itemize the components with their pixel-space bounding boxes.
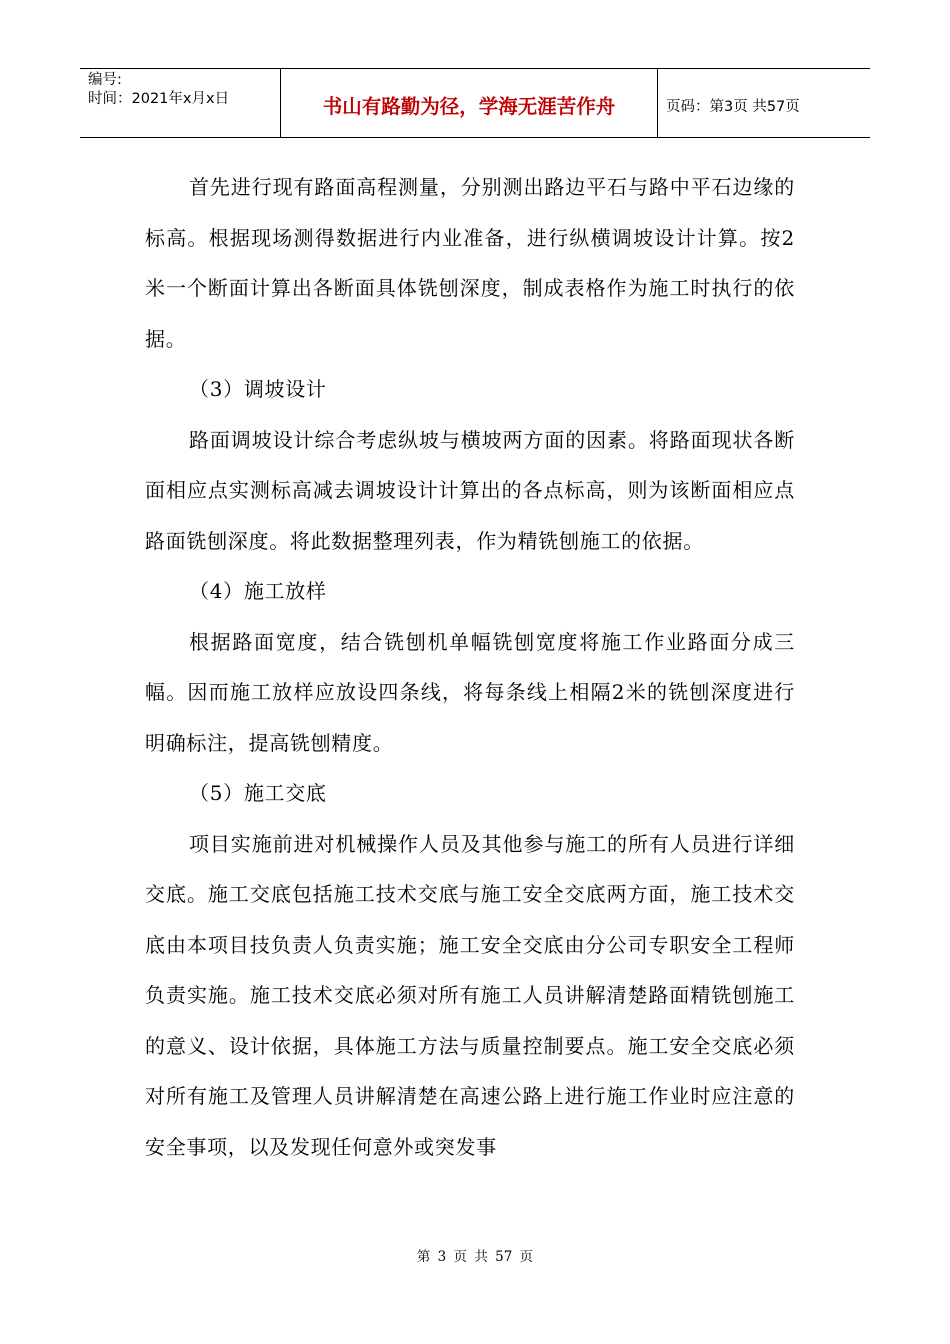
section-heading: （4）施工放样: [189, 579, 327, 603]
paragraph: 首先进行现有路面高程测量，分别测出路边平石与路中平石边缘的标高。根据现场测得数据进行内业准备，进行纵横调坡设计计算。按2米一个断面计算出各断面具体铣刨深度，制成表格作为施工时执行的依据。: [145, 175, 795, 351]
header-meta: [80, 69, 281, 137]
page-footer: 第 3 页 共 57 页: [416, 1249, 534, 1265]
paragraph: 根据路面宽度，结合铣刨机单幅铣刨宽度将施工作业路面分成三幅。因而施工放样应放设四条线，将每条线上相隔2米的铣刨深度进行明确标注，提高铣刨精度。: [145, 629, 795, 755]
paragraph: 项目实施前进对机械操作人员及其他参与施工的所有人员进行详细交底。施工交底包括施工技术交底与施工安全交底两方面，施工技术交底由本项目技负责人负责实施；施工安全交底由分公司专职安全工程师负责实施。施工技术交底必须对所有施工人员讲解清楚路面精铣刨施工的意义、设计依据，具体施工方法与质量控制要点。施工安全交底必须对所有施工及管理人员讲解清楚在高速公路上进行施工作业时应注意的安全事项，以及发现任何意外或突发事: [145, 831, 795, 1159]
document-body: [145, 162, 795, 1172]
paragraph: 路面调坡设计综合考虑纵坡与横坡两方面的因素。将路面现状各断面相应点实测标高减去调坡设计计算出的各点标高，则为该断面相应点路面铣刨深度。将此数据整理列表，作为精铣刨施工的依据。: [145, 427, 795, 553]
section-heading: （3）调坡设计: [189, 377, 327, 401]
date-label: 时间：2021年x月x日: [88, 91, 230, 107]
header-page-info: 页码：第3页 共57页: [666, 98, 800, 115]
header-motto: 书山有路勤为径，学海无涯苦作舟: [281, 69, 658, 137]
page-header: [80, 68, 870, 138]
section-heading: （5）施工交底: [189, 781, 327, 805]
number-label: 编号:: [88, 72, 122, 88]
